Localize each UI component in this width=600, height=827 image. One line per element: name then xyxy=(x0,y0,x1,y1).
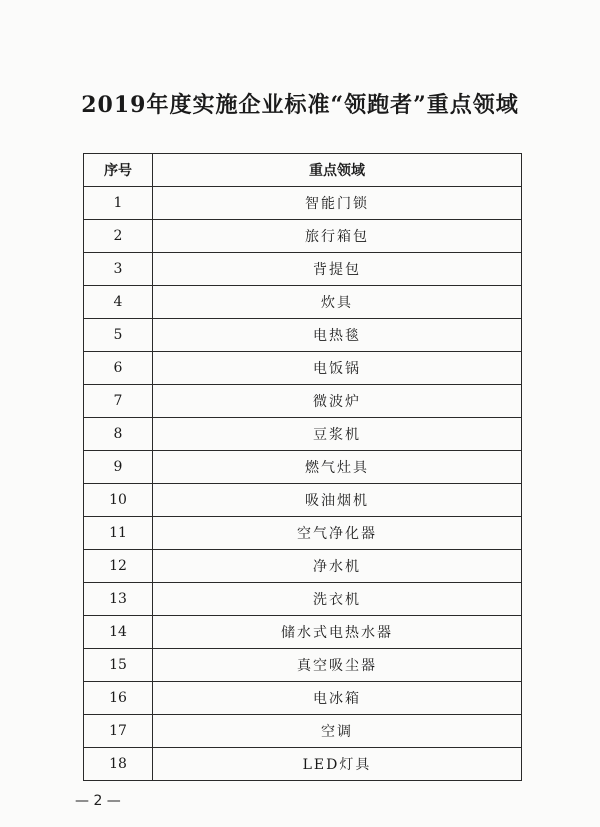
header-domain: 重点领域 xyxy=(153,154,522,187)
table-row xyxy=(84,649,522,682)
table-row xyxy=(84,319,522,352)
table-row xyxy=(84,385,522,418)
row-domain: 空气净化器 xyxy=(153,517,522,550)
row-domain: 空调 xyxy=(153,715,522,748)
row-number: 10 xyxy=(84,484,153,517)
table-row xyxy=(84,451,522,484)
table-header xyxy=(84,154,522,187)
row-domain: 智能门锁 xyxy=(153,187,522,220)
row-number: 13 xyxy=(84,583,153,616)
domain-table xyxy=(83,153,522,781)
row-domain: 炊具 xyxy=(153,286,522,319)
row-domain: 净水机 xyxy=(153,550,522,583)
row-number: 4 xyxy=(84,286,153,319)
row-domain: 豆浆机 xyxy=(153,418,522,451)
row-number: 16 xyxy=(84,682,153,715)
row-domain: 储水式电热水器 xyxy=(153,616,522,649)
table-row xyxy=(84,484,522,517)
row-number: 3 xyxy=(84,253,153,286)
row-domain: 电热毯 xyxy=(153,319,522,352)
row-number: 11 xyxy=(84,517,153,550)
table-row xyxy=(84,286,522,319)
row-number: 15 xyxy=(84,649,153,682)
table-row xyxy=(84,253,522,286)
row-number: 8 xyxy=(84,418,153,451)
table-row xyxy=(84,682,522,715)
row-domain: 电饭锅 xyxy=(153,352,522,385)
row-domain: 旅行箱包 xyxy=(153,220,522,253)
row-domain: 背提包 xyxy=(153,253,522,286)
page-number: — 2 — xyxy=(75,793,121,809)
row-domain: 真空吸尘器 xyxy=(153,649,522,682)
row-number: 14 xyxy=(84,616,153,649)
row-number: 2 xyxy=(84,220,153,253)
row-domain: 吸油烟机 xyxy=(153,484,522,517)
table-row xyxy=(84,616,522,649)
table-body xyxy=(84,187,522,781)
table-row xyxy=(84,715,522,748)
header-number: 序号 xyxy=(84,154,153,187)
table-row xyxy=(84,583,522,616)
table-row xyxy=(84,352,522,385)
row-number: 18 xyxy=(84,748,153,781)
page-title: 2019年度实施企业标准“领跑者”重点领域 xyxy=(81,92,519,118)
row-domain: 微波炉 xyxy=(153,385,522,418)
row-domain: 燃气灶具 xyxy=(153,451,522,484)
row-domain: LED灯具 xyxy=(153,748,522,781)
row-number: 5 xyxy=(84,319,153,352)
table-row xyxy=(84,550,522,583)
table-row xyxy=(84,220,522,253)
row-number: 7 xyxy=(84,385,153,418)
row-number: 12 xyxy=(84,550,153,583)
row-domain: 洗衣机 xyxy=(153,583,522,616)
row-number: 6 xyxy=(84,352,153,385)
table-row xyxy=(84,748,522,781)
row-number: 9 xyxy=(84,451,153,484)
table-row xyxy=(84,517,522,550)
row-number: 17 xyxy=(84,715,153,748)
row-domain: 电冰箱 xyxy=(153,682,522,715)
table-row xyxy=(84,418,522,451)
row-number: 1 xyxy=(84,187,153,220)
table-header-row xyxy=(84,154,522,187)
table-row xyxy=(84,187,522,220)
